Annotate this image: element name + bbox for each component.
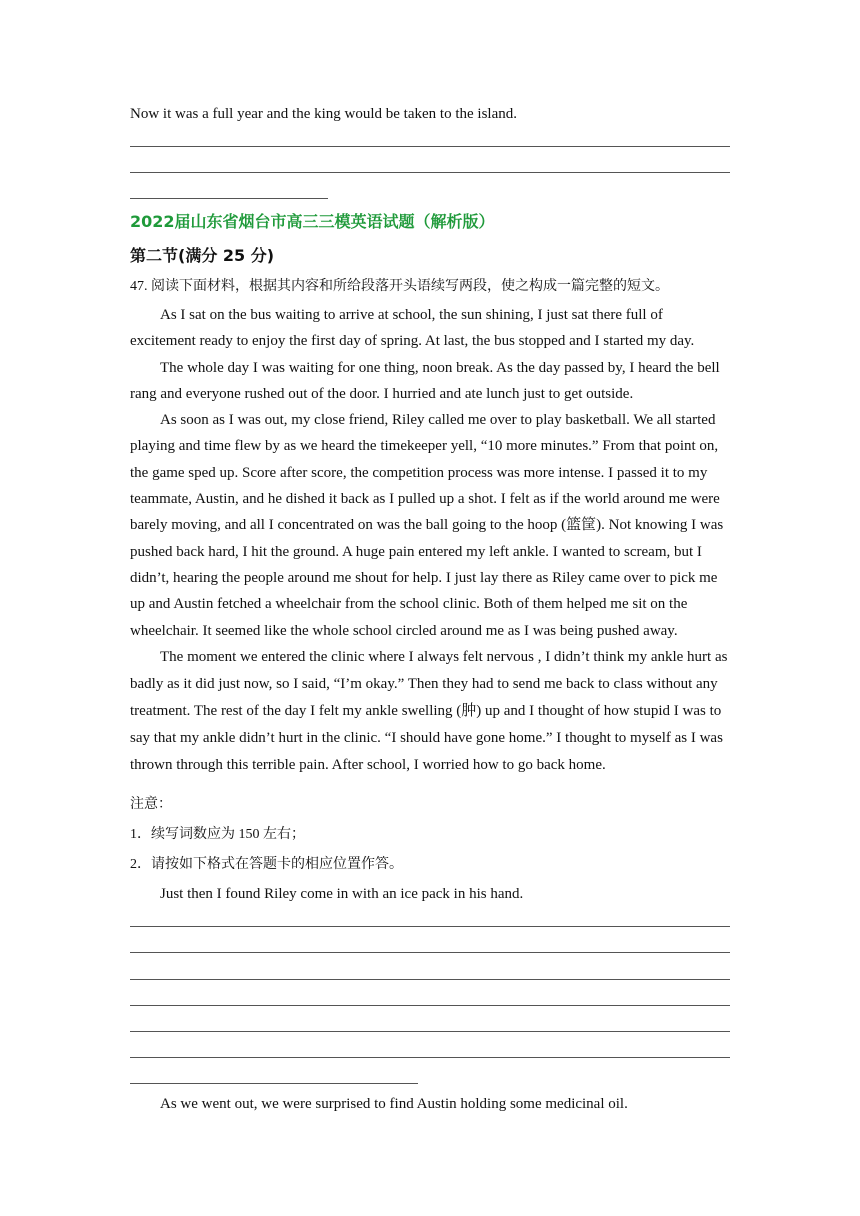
note-item: 2．请按如下格式在答题卡的相应位置作答。	[130, 857, 403, 872]
note-item: 1．续写词数应为 150 左右；	[130, 827, 305, 842]
passage-paragraph: The whole day I was waiting for one thing, noon break. As the day passed by, I heard the bell rang and everyone rushed out of the door. I hurried and ate lunch just to get outside.	[130, 359, 720, 402]
answer-line	[130, 1083, 418, 1084]
document-title: 2022届山东省烟台市高三三模英语试题（解析版）	[130, 212, 495, 231]
answer-line	[130, 198, 328, 199]
passage-paragraph: As soon as I was out, my close friend, Riley called me over to play basketball. We all started playing and time flew by as we heard the timekeeper yell, “10 more minutes.” From that point on, the game sped up. Score after score, the competition process was more intense. I passed it to my teammate, Austin, and he dished it back as I pulled up a shot. I felt as if the world around me were barely moving, and all I concentrated on was the ball going to the hoop (篮筐). Not knowing I was pushed back hard, I hit the ground. A huge pain entered my left ankle. I wanted to scream, but I didn’t, hearing the people around me shout for help. I just lay there as Riley came over to pick me up and Austin fetched a wheelchair from the school clinic. Both of them helped me sit on the wheelchair. It seemed like the whole school circled around me as I was being pushed away.	[130, 412, 724, 639]
answer-line	[130, 146, 730, 147]
answer-line	[130, 1031, 730, 1032]
answer-line	[130, 979, 730, 980]
continuation-prompt-1: Just then I found Riley come in with an ice pack in his hand.	[160, 886, 524, 902]
continuation-prompt-2: As we went out, we were surprised to find Austin holding some medicinal oil.	[160, 1096, 628, 1112]
passage	[130, 302, 730, 779]
answer-line	[130, 926, 730, 927]
notes-label: 注意：	[130, 797, 172, 812]
answer-line	[130, 952, 730, 953]
instruction: 47. 阅读下面材料，根据其内容和所给段落开头语续写两段，使之构成一篇完整的短文。	[130, 279, 669, 294]
passage-paragraph: As I sat on the bus waiting to arrive at school, the sun shining, I just sat there full of excitement ready to enjoy the first day of spring. At last, the bus stopped and I started my day.	[130, 307, 695, 350]
answer-line	[130, 172, 730, 173]
answer-line	[130, 1005, 730, 1006]
answer-line	[130, 1057, 730, 1058]
top-continuation-line: Now it was a full year and the king would be taken to the island.	[130, 106, 517, 122]
passage-paragraph: The moment we entered the clinic where I always felt nervous , I didn’t think my ankle hurt as badly as it did just now, so I said, “I’m okay.” Then they had to send me back to class without any treatment. The rest of the day I felt my ankle swelling (肿) up and I thought of how stupid I was to say that my ankle didn’t hurt in the clinic. “I should have gone home.” I thought to myself as I was thrown through this terrible pain. After school, I worried how to go back home.	[130, 648, 728, 773]
section-heading: 第二节(满分 25 分)	[130, 246, 275, 265]
